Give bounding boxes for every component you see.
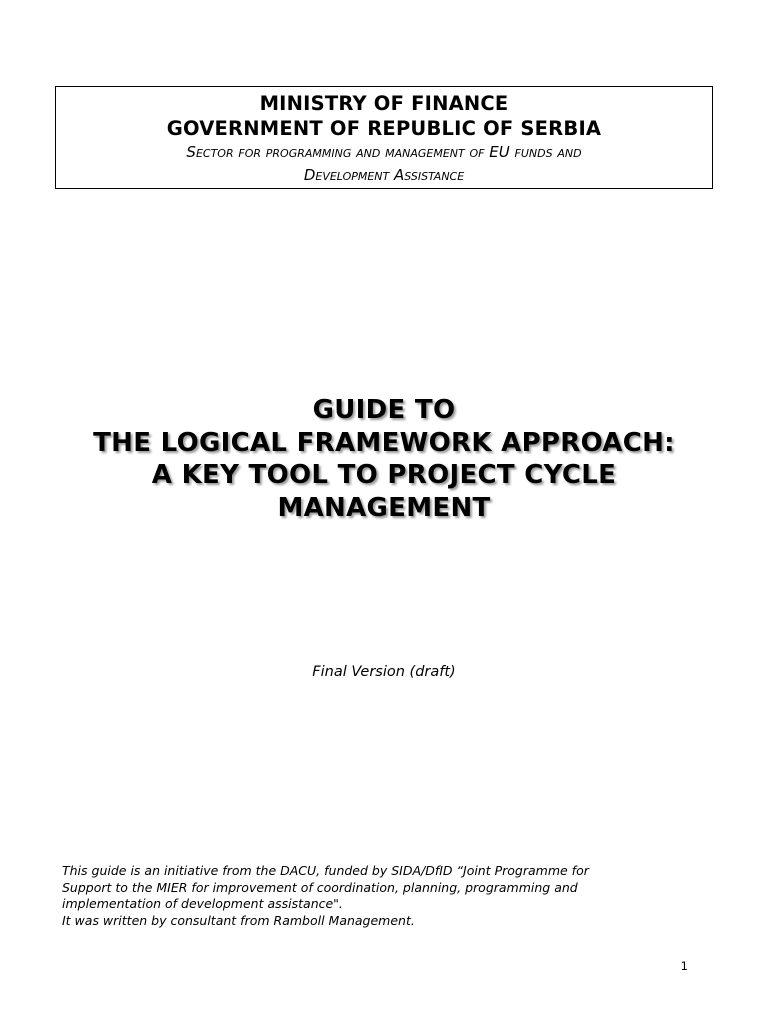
title-line-2: THE LOGICAL FRAMEWORK APPROACH: — [93, 427, 675, 458]
footnote-line-3: implementation of development assistance". — [62, 896, 343, 911]
header-box — [55, 86, 713, 189]
footnote-line-2: Support to the MIER for improvement of coordination, planning, programming and — [62, 879, 578, 895]
title-line-3: A KEY TOOL TO PROJECT CYCLE — [151, 460, 617, 490]
footnote-line-1: This guide is an initiative from the DACU, funded by SIDA/DfID “Joint Programme for — [62, 863, 589, 878]
title-line-1: GUIDE TO — [312, 395, 456, 425]
version-label: Final Version (draft) — [312, 664, 456, 680]
footnote — [62, 863, 702, 929]
government-title: GOVERNMENT OF REPUBLIC OF SERBIA — [166, 117, 602, 140]
footnote-line-4: It was written by consultant from Ramboll Management. — [62, 912, 415, 928]
sector-line-1: Sector for programming and management of EU funds and — [186, 143, 582, 161]
page-number: 1 — [680, 959, 688, 973]
title-line-4: MANAGEMENT — [277, 492, 491, 523]
ministry-title: MINISTRY OF FINANCE — [259, 92, 509, 115]
document-title — [0, 394, 768, 524]
sector-line-2: Development Assistance — [303, 166, 465, 184]
